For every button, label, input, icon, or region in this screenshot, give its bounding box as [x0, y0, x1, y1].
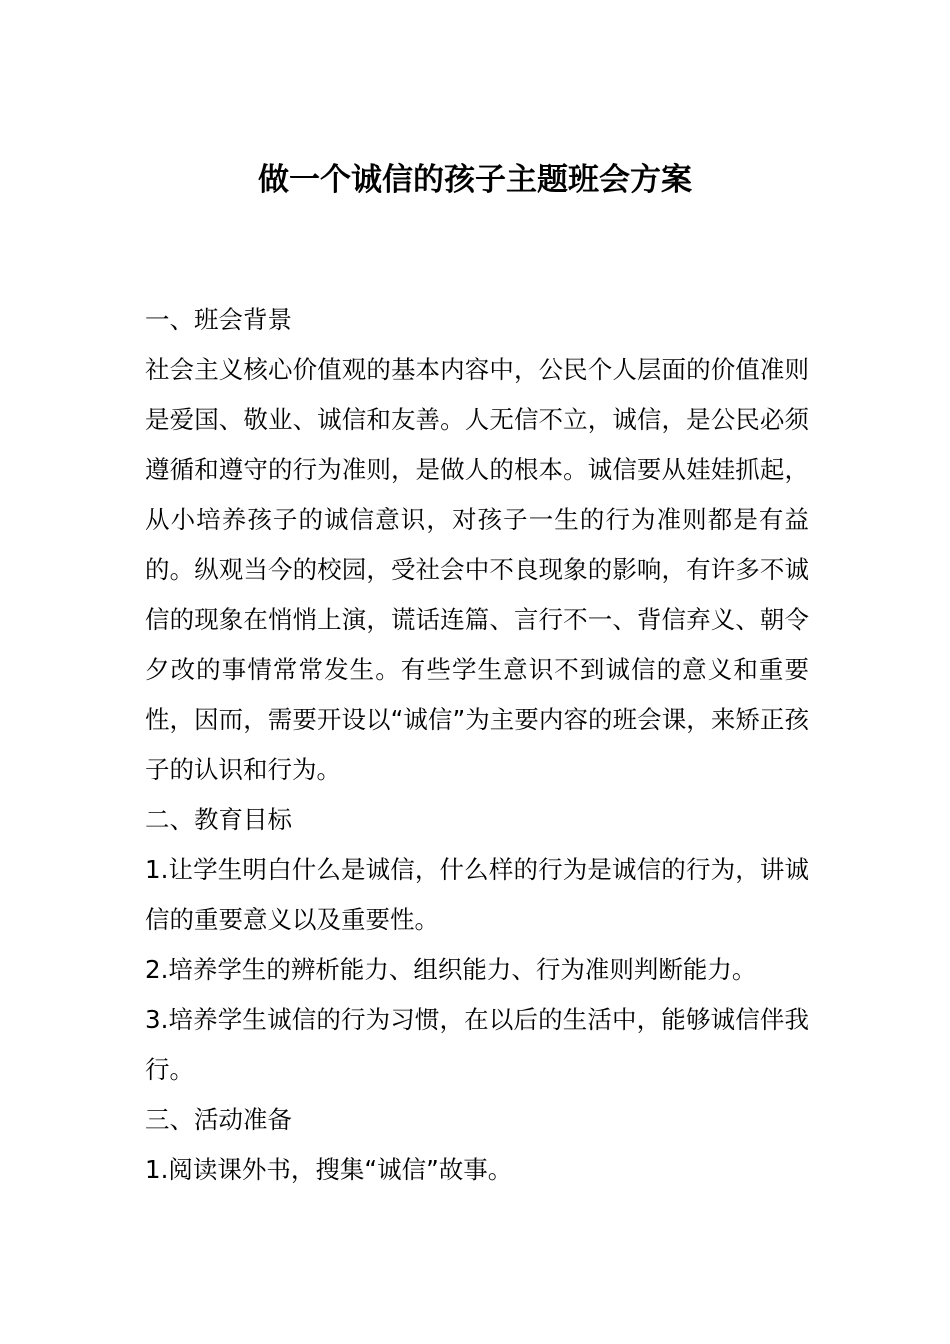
goal-item-2: 2.培养学生的辨析能力、组织能力、行为准则判断能力。	[145, 955, 757, 984]
document-title: 做一个诚信的孩子主题班会方案	[258, 162, 692, 198]
goal-item-3: 3.培养学生诚信的行为习惯，在以后的生活中，能够诚信伴我行。	[145, 1005, 809, 1084]
goal-item-1: 1.让学生明白什么是诚信，什么样的行为是诚信的行为，讲诚信的重要意义以及重要性。	[145, 855, 809, 934]
section-heading-background: 一、班会背景	[145, 305, 292, 334]
section-heading-goals: 二、教育目标	[145, 805, 292, 834]
background-paragraph: 社会主义核心价值观的基本内容中，公民个人层面的价值准则是爱国、敬业、诚信和友善。人无信不立，诚信，是公民必须遵循和遵守的行为准则，是做人的根本。诚信要从娃娃抓起，从小培养孩子的诚信意识，对孩子一生的行为准则都是有益的。纵观当今的校园，受社会中不良现象的影响，有许多不诚信的现象在悄悄上演，谎话连篇、言行不一、背信弃义、朝令夕改的事情常常发生。有些学生意识不到诚信的意义和重要性，因而，需要开设以“诚信”为主要内容的班会课，来矫正孩子的认识和行为。	[145, 355, 809, 784]
document-body	[145, 295, 809, 1195]
preparation-item-1: 1.阅读课外书，搜集“诚信”故事。	[145, 1155, 513, 1184]
section-heading-preparation: 三、活动准备	[145, 1105, 292, 1134]
